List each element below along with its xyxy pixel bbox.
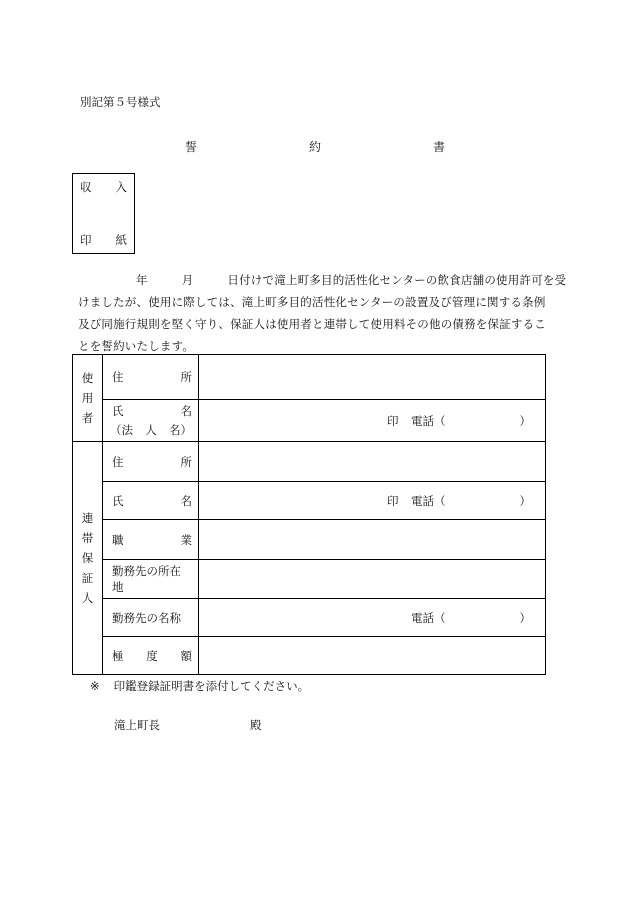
workplace-name-field[interactable]	[199, 599, 546, 637]
document-title: 誓 約 書	[184, 140, 495, 154]
note-mark: ※	[90, 679, 100, 693]
guarantor-name-field[interactable]	[199, 482, 546, 520]
workplace-name-label: 勤務先の名称	[103, 599, 199, 637]
workplace-address-field[interactable]	[199, 560, 546, 599]
guarantee-limit-label: 極 度 額	[103, 637, 199, 675]
stamp-label-bottom-right: 紙	[115, 233, 127, 247]
pledge-line-2: けましたが、使用に際しては、滝上町多目的活性化センターの設置及び管理に関する条例	[78, 295, 546, 309]
guarantor-address-label: 住 所	[103, 442, 199, 482]
user-address-label: 住 所	[103, 355, 199, 400]
guarantor-group-label: 連 帯 保 証 人	[73, 442, 103, 675]
addressee	[114, 717, 262, 733]
phone-label: 電話（	[411, 413, 446, 428]
phone-close: ）	[519, 493, 531, 508]
guarantee-limit-field[interactable]	[199, 637, 546, 675]
pledge-form-table	[72, 354, 546, 675]
user-group-label: 使 用 者	[73, 355, 103, 442]
year-label: 年	[136, 273, 148, 287]
guarantor-address-field[interactable]	[199, 442, 546, 482]
pledge-body	[78, 269, 567, 357]
guarantor-name-label: 氏 名	[103, 482, 199, 520]
addressee-honorific: 殿	[250, 718, 262, 732]
guarantor-occupation-label: 職 業	[103, 520, 199, 560]
pledge-line-1	[78, 269, 567, 291]
revenue-stamp-box	[72, 173, 135, 254]
note-text: 印鑑登録証明書を添付してください。	[113, 679, 310, 693]
phone-close: ）	[519, 413, 531, 428]
workplace-address-label: 勤務先の所在地	[103, 560, 199, 599]
stamp-label-bottom-left: 印	[80, 233, 92, 247]
seal-mark: 印	[387, 413, 399, 428]
attachment-note	[90, 678, 309, 694]
phone-label: 電話（	[411, 493, 446, 508]
user-name-label: 氏 名 （法 人 名）	[103, 400, 199, 442]
pledge-line-4: とを誓約いたします。	[78, 339, 195, 353]
seal-mark: 印	[387, 493, 399, 508]
phone-close: ）	[519, 610, 531, 625]
guarantor-occupation-field[interactable]	[199, 520, 546, 560]
user-name-field[interactable]	[199, 400, 546, 442]
stamp-label-top-right: 入	[115, 180, 127, 194]
user-address-field[interactable]	[199, 355, 546, 400]
pledge-line-1-text: 日付けで滝上町多目的活性化センターの飲食店舗の使用許可を受	[227, 273, 567, 287]
form-number: 別記第５号様式	[80, 95, 161, 109]
stamp-label-top-left: 収	[80, 180, 92, 194]
phone-label: 電話（	[411, 610, 446, 625]
month-label: 月	[181, 273, 194, 287]
addressee-name: 滝上町長	[114, 718, 160, 732]
pledge-line-3: 及び同施行規則を堅く守り、保証人は使用者と連帯して使用料その他の債務を保証するこ	[78, 317, 546, 331]
